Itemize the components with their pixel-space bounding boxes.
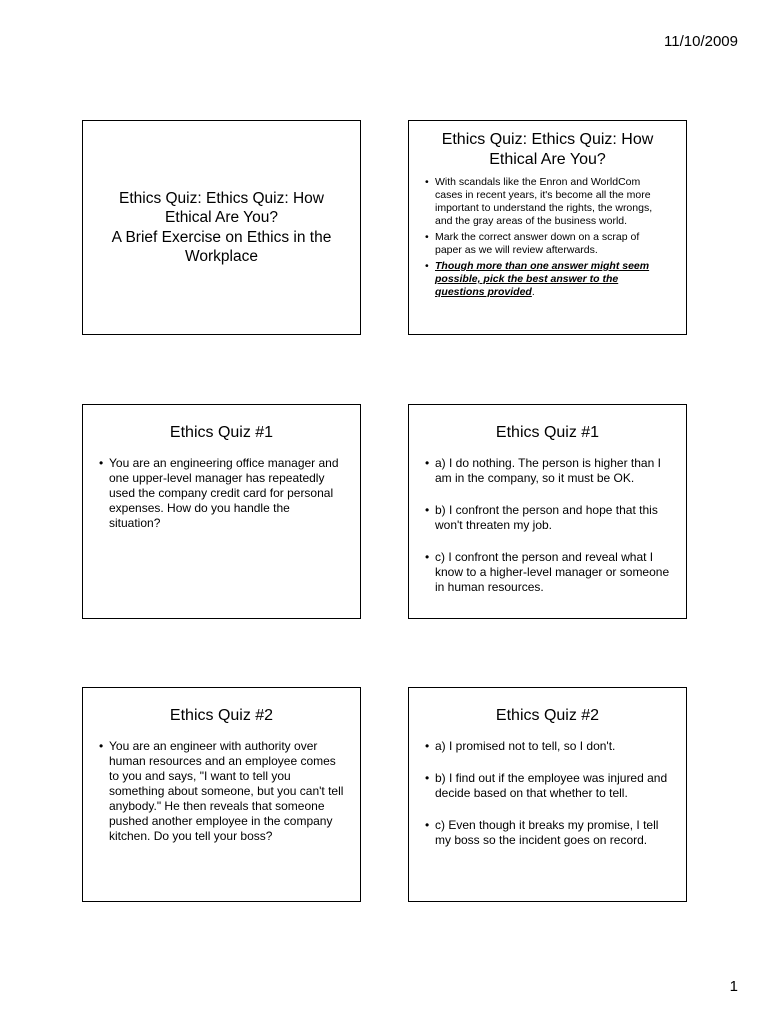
bullet-item: • a) I promised not to tell, so I don't. xyxy=(409,739,670,754)
emphasis-suffix: . xyxy=(531,286,535,298)
bullet-list xyxy=(409,176,686,299)
bullet-item: • c) I confront the person and reveal what I know to a higher-level manager or someone in human resources. xyxy=(409,550,670,595)
title-line: Ethical Are You? xyxy=(489,151,606,168)
bullet-list xyxy=(83,739,360,844)
slide-3-question-1 xyxy=(82,404,361,619)
bullet-list xyxy=(409,739,686,848)
slide-title: Ethics Quiz #1 xyxy=(169,424,274,441)
slide-title: Ethics Quiz #2 xyxy=(495,707,600,724)
bullet-item: • Mark the correct answer down on a scrap of paper as we will review afterwards. xyxy=(409,231,668,257)
slide-title xyxy=(409,130,686,170)
bullet-item: • c) Even though it breaks my promise, I tell my boss so the incident goes on record. xyxy=(409,818,670,848)
slide-2-intro xyxy=(408,120,687,335)
slide-4-answers-1 xyxy=(408,404,687,619)
bullet-item: • You are an engineer with authority over human resources and an employee comes to you and says, "I want to tell you something about someone, but you can't tell anybody." He then reveals that someone pushed another employee in the company kitchen. Do you tell your boss? xyxy=(83,739,344,844)
slide-5-question-2 xyxy=(82,687,361,902)
bullet-item: • With scandals like the Enron and WorldCom cases in recent years, it's become all the more important to understand the rights, the wrongs, and the gray areas of the business world. xyxy=(409,176,668,228)
slide-title: Ethics Quiz #1 xyxy=(495,424,600,441)
bullet-item: • a) I do nothing. The person is higher than I am in the company, so it must be OK. xyxy=(409,456,670,486)
title-line: Ethics Quiz: Ethics Quiz: How xyxy=(118,189,324,207)
title-line: Workplace xyxy=(185,248,258,265)
slide-title xyxy=(112,189,332,267)
title-line: Ethical Are You? xyxy=(165,209,278,226)
bullet-item: • b) I find out if the employee was injured and decide based on that whether to tell. xyxy=(409,771,670,801)
slide-title: Ethics Quiz #2 xyxy=(169,707,274,724)
print-date: 11/10/2009 xyxy=(664,33,738,50)
bullet-item: • b) I confront the person and hope that this won't threaten my job. xyxy=(409,503,670,533)
bullet-item: • You are an engineering office manager and one upper-level manager has repeatedly used the company credit card for personal expenses. How do you handle the situation? xyxy=(83,456,344,531)
title-line: Ethics Quiz: Ethics Quiz: How xyxy=(441,131,654,148)
slide-6-answers-2 xyxy=(408,687,687,902)
bullet-item-emphasis xyxy=(409,260,668,299)
bullet-list xyxy=(83,456,360,531)
page-number: 1 xyxy=(729,978,738,995)
title-line: A Brief Exercise on Ethics in the xyxy=(111,228,332,246)
slide-1-title xyxy=(82,120,361,335)
emphasis-text: Though more than one answer might seem possible, pick the best answer to the questions provided xyxy=(435,260,650,298)
bullet-list xyxy=(409,456,686,595)
